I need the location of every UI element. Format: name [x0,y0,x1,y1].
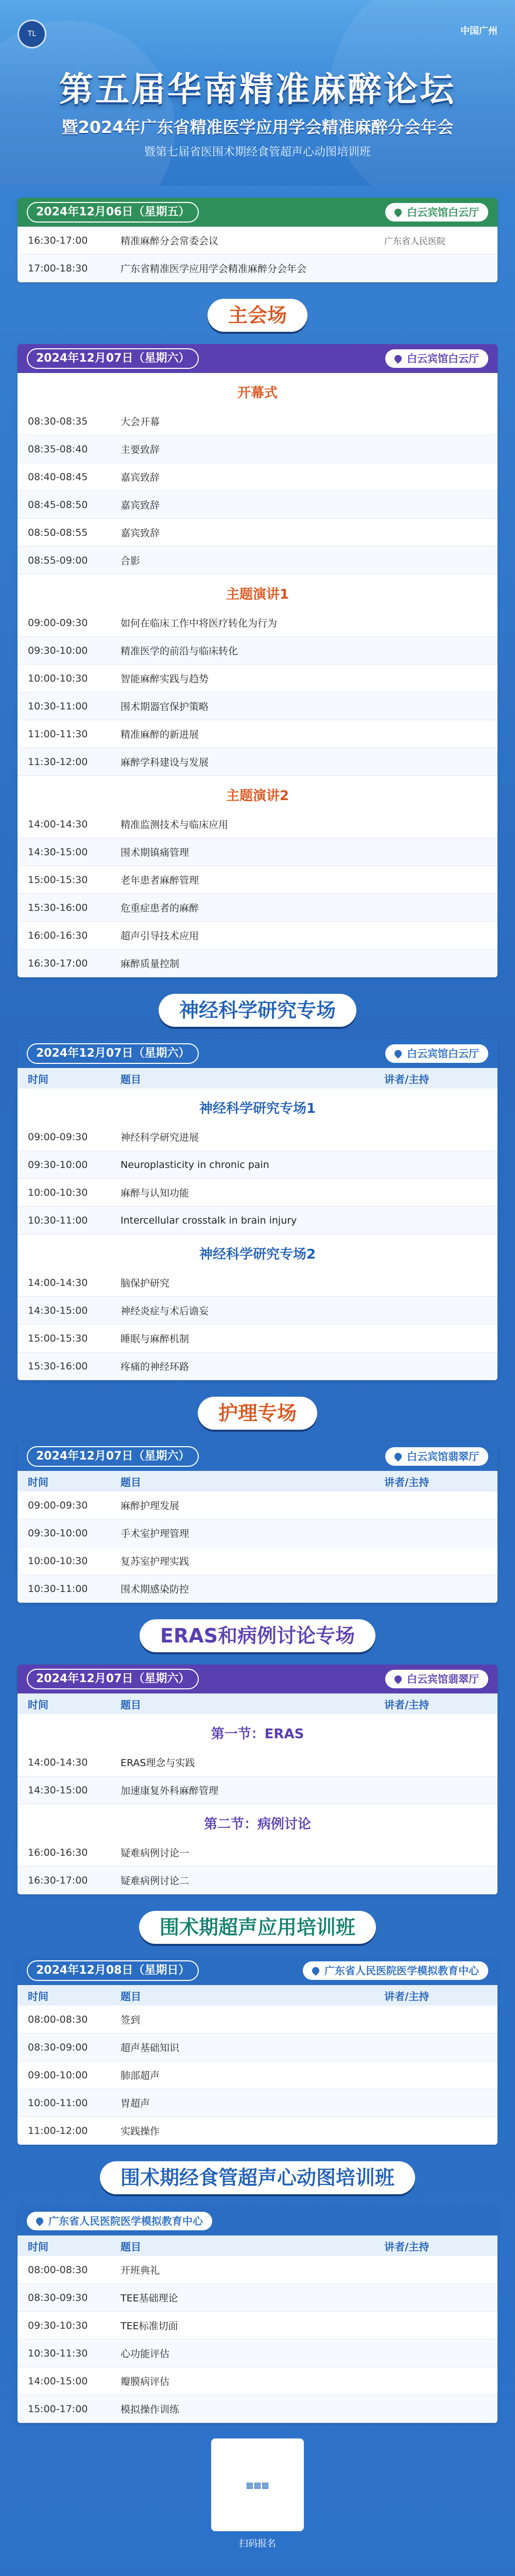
table-row [18,2312,497,2340]
cell-time: 08:30-09:30 [28,2292,88,2303]
logo-right: 中国广州 [460,26,497,37]
cell-time: 10:00-10:30 [28,672,88,684]
cell-time: 14:00-14:30 [28,818,88,830]
cell-time: 11:00-12:00 [28,2125,88,2137]
table-row [18,519,497,547]
cell-time: 16:30-17:00 [28,1874,88,1886]
cell-topic: 心功能评估 [121,2348,170,2360]
table-row [18,2089,497,2117]
cell-time: 10:00-10:30 [28,1555,88,1567]
table-row [18,720,497,748]
cell-time: 09:30-10:00 [28,1527,88,1539]
cell-time: 15:00-15:30 [28,1332,88,1344]
tee-bar [18,2207,497,2235]
cell-topic: 超声基础知识 [121,2042,180,2054]
table-row [18,2395,497,2423]
cell-time: 15:30-16:00 [28,902,88,913]
day1-location: 白云宾馆白云厅 [385,203,488,222]
location-pin-icon [393,1451,403,1462]
cell-time: 10:30-11:00 [28,700,88,712]
neuro-title: 神经科学研究专场 [18,991,497,1030]
nursing-colhead: 时间 题目 讲者/主持 [18,1471,497,1492]
day1-rows [18,227,497,282]
cell-topic: 实践操作 [121,2126,160,2137]
table-row [18,1325,497,1352]
cell-time: 16:00-16:30 [28,929,88,941]
logo-left: TL [18,20,46,48]
table-row [18,2340,497,2367]
cell-topic: 围术期感染防控 [121,1584,190,1595]
cell-topic: 合影 [121,555,141,567]
cell-topic: 手术室护理管理 [121,1528,190,1539]
table-row [18,1547,497,1575]
ultra-card [18,1956,497,2145]
eras-card [18,1665,497,1894]
nursing-bar [18,1442,497,1471]
cell-topic: 如何在临床工作中将医疗转化为行为 [121,618,278,629]
eras-title: ERAS和病例讨论专场 [18,1616,497,1655]
table-row [18,2006,497,2033]
cell-time: 09:30-10:00 [28,1159,88,1171]
cell-time: 14:30-15:00 [28,1304,88,1316]
cell-time: 14:00-14:30 [28,1277,88,1289]
cell-time: 10:00-10:30 [28,1187,88,1198]
nursing-title: 护理专场 [18,1394,497,1433]
cell-topic: 神经炎症与术后谵妄 [121,1306,209,1317]
tee-title: 围术期经食管超声心动图培训班 [18,2158,497,2197]
cell-time: 14:30-15:00 [28,1784,88,1796]
header-banner [0,0,515,185]
table-row [18,1269,497,1297]
neuro-bar [18,1039,497,1068]
table-row [18,547,497,574]
tee-colhead: 时间 题目 讲者/主持 [18,2235,497,2256]
table-row [18,1575,497,1603]
table-row [18,748,497,776]
theme2-title: 主题演讲2 [226,788,289,804]
cell-time: 16:00-16:30 [28,1846,88,1858]
main-title: 主会场 [18,296,497,335]
table-row [18,1297,497,1325]
neuro-card [18,1039,497,1380]
neuro-location: 白云宾馆白云厅 [385,1044,488,1063]
theme1-title: 主题演讲1 [226,587,289,602]
cell-time: 16:30-17:00 [28,234,88,246]
cell-time: 10:00-11:00 [28,2097,88,2109]
cell-topic: TEE标准切面 [121,2320,178,2332]
table-row [18,894,497,922]
cell-time: 17:00-18:30 [28,262,88,274]
cell-topic: 加速康复外科麻醉管理 [121,1785,219,1797]
cell-topic: 精准麻醉分会常委会议 [121,235,219,247]
table-row [18,2256,497,2284]
neuro2-rows [18,1269,497,1380]
eras1-rows [18,1749,497,1804]
table-row [18,2061,497,2089]
cell-time: 16:30-17:00 [28,957,88,969]
table-row [18,810,497,838]
cell-time: 11:30-12:00 [28,756,88,768]
cell-topic: 模拟操作训练 [121,2404,180,2415]
cell-topic: 危重症患者的麻醉 [121,903,199,914]
qr-block [191,2438,324,2550]
tee-rows [18,2256,497,2423]
cell-time: 15:00-15:30 [28,874,88,886]
cell-topic: 智能麻醉实践与趋势 [121,673,209,685]
main-card [18,344,497,977]
table-row [18,1867,497,1894]
table-row [18,692,497,720]
nursing-rows [18,1492,497,1603]
cell-topic: 嘉宾致辞 [121,500,160,511]
cell-time: 09:30-10:30 [28,2319,88,2331]
subtitle: 暨2024年广东省精准医学应用学会精准麻醉分会年会 [61,117,454,137]
cell-time: 10:30-11:00 [28,1583,88,1595]
cell-topic: 疼痛的神经环路 [121,1361,190,1372]
theme1-rows [18,609,497,776]
cell-time: 11:00-11:30 [28,728,88,740]
cell-time: 14:00-14:30 [28,1756,88,1768]
cell-time: 15:30-16:00 [28,1360,88,1372]
location-pin-icon [35,2216,45,2226]
cell-topic: 精准麻醉的新进展 [121,729,199,740]
opening-title: 开幕式 [237,385,278,401]
location-pin-icon [393,207,403,217]
neuro-colhead: 时间 题目 讲者/主持 [18,1068,497,1089]
eras-part1-title: 第一节：ERAS [211,1726,304,1742]
cell-time: 08:30-09:00 [28,2041,88,2053]
eras-colhead: 时间 题目 讲者/主持 [18,1693,497,1714]
ultra-location: 广东省人民医院医学模拟教育中心 [303,1961,488,1980]
table-row [18,838,497,866]
cell-topic: 复苏室护理实践 [121,1556,190,1567]
cell-chair: 广东省人民医院 [384,236,445,247]
table-row [18,2284,497,2312]
cell-topic: 主要致辞 [121,444,160,455]
table-row [18,1839,497,1867]
cell-topic: ERAS理念与实践 [121,1757,195,1769]
qr-code-icon[interactable]: ▦▦▦ [211,2438,304,2531]
cell-time: 09:00-09:30 [28,1499,88,1511]
table-row [18,1519,497,1547]
table-row [18,227,497,255]
cell-topic: 麻醉护理发展 [121,1500,180,1512]
main-date: 2024年12月07日（星期六） [27,348,199,369]
table-row [18,866,497,894]
table-row [18,1179,497,1207]
table-row [18,637,497,665]
location-pin-icon [311,1965,321,1976]
cell-time: 14:00-15:00 [28,2375,88,2387]
cell-topic: 签到 [121,2014,141,2026]
cell-topic: 神经科学研究进展 [121,1132,199,1143]
table-row [18,1749,497,1776]
cell-topic: Intercellular crosstalk in brain injury [121,1214,297,1226]
cell-topic: 胃超声 [121,2098,150,2109]
theme2-rows [18,810,497,977]
cell-topic: 精准监测技术与临床应用 [121,819,229,831]
cell-time: 09:00-09:30 [28,617,88,629]
cell-topic: 精准医学的前沿与临床转化 [121,646,238,657]
nursing-card [18,1442,497,1603]
ultra-title: 围术期超声应用培训班 [18,1908,497,1947]
cell-topic: 麻醉质量控制 [121,958,180,970]
ultra-date: 2024年12月08日（星期日） [27,1960,199,1981]
table-row [18,2117,497,2145]
cell-time: 09:30-10:00 [28,645,88,656]
day1-card [18,198,497,282]
cell-time: 14:30-15:00 [28,846,88,858]
neuro-date: 2024年12月07日（星期六） [27,1043,199,1064]
cell-topic: 广东省精准医学应用学会精准麻醉分会年会 [121,263,307,275]
cell-topic: 疑难病例讨论一 [121,1848,190,1859]
table-row [18,255,497,282]
cell-topic: 麻醉学科建设与发展 [121,757,209,768]
eras2-rows [18,1839,497,1894]
table-row [18,435,497,463]
cell-topic: 瓣膜病评估 [121,2376,170,2387]
table-row [18,408,497,435]
table-row [18,1776,497,1804]
cell-time: 09:00-09:30 [28,1131,88,1143]
cell-time: 08:00-08:30 [28,2264,88,2276]
neuro-part2-title: 神经科学研究专场2 [199,1247,316,1262]
eras-date: 2024年12月07日（星期六） [27,1669,199,1689]
cell-topic: 脑保护研究 [121,1278,170,1289]
location-pin-icon [393,353,403,364]
location-pin-icon [393,1048,403,1059]
cell-time: 08:30-08:35 [28,415,88,427]
table-row [18,950,497,977]
subtitle-2: 暨第七届省医围术期经食管超声心动图培训班 [144,146,371,159]
ultra-colhead: 时间 题目 讲者/主持 [18,1985,497,2006]
table-row [18,1207,497,1234]
cell-topic: TEE基础理论 [121,2293,178,2304]
cell-topic: Neuroplasticity in chronic pain [121,1159,269,1171]
cell-time: 09:00-10:00 [28,2069,88,2081]
day1-bar [18,198,497,227]
cell-time: 08:45-08:50 [28,499,88,511]
table-row [18,922,497,950]
table-row [18,1151,497,1179]
table-row [18,2367,497,2395]
cell-topic: 围术期镇痛管理 [121,847,190,858]
cell-topic: 肺部超声 [121,2070,160,2081]
eras-bar [18,1665,497,1693]
table-row [18,609,497,637]
nursing-date: 2024年12月07日（星期六） [27,1446,199,1467]
cell-time: 10:30-11:30 [28,2347,88,2359]
cell-time: 08:00-08:30 [28,2013,88,2025]
cell-topic: 开班典礼 [121,2265,160,2276]
table-row [18,463,497,491]
cell-time: 08:35-08:40 [28,443,88,455]
cell-topic: 睡眠与麻醉机制 [121,1333,190,1345]
eras-part2-title: 第二节：病例讨论 [203,1817,311,1832]
cell-time: 15:00-17:00 [28,2403,88,2415]
cell-topic: 围术期器官保护策略 [121,701,209,713]
cell-time: 10:30-11:00 [28,1214,88,1226]
nursing-location: 白云宾馆翡翠厅 [385,1447,488,1466]
table-row [18,2033,497,2061]
table-row [18,665,497,692]
cell-topic: 老年患者麻醉管理 [121,875,199,886]
main-bar [18,344,497,373]
table-row [18,1123,497,1151]
qr-caption: 扫码报名 [239,2538,276,2549]
eras-location: 白云宾馆翡翠厅 [385,1670,488,1688]
cell-time: 08:40-08:45 [28,471,88,483]
ultra-bar [18,1956,497,1985]
cell-topic: 超声引导技术应用 [121,930,199,942]
cell-topic: 嘉宾致辞 [121,528,160,539]
tee-card [18,2207,497,2423]
table-row [18,491,497,519]
page-title: 第五届华南精准麻醉论坛 [59,69,456,109]
main-location: 白云宾馆白云厅 [385,349,488,368]
opening-rows [18,408,497,574]
cell-topic: 嘉宾致辞 [121,472,160,483]
ultra-rows [18,2006,497,2145]
table-row [18,1492,497,1519]
table-row [18,1352,497,1380]
cell-time: 08:55-09:00 [28,554,88,566]
cell-topic: 麻醉与认知功能 [121,1188,190,1199]
location-pin-icon [393,1674,403,1684]
neuro-part1-title: 神经科学研究专场1 [199,1101,316,1116]
cell-topic: 大会开幕 [121,416,160,428]
cell-topic: 疑难病例讨论二 [121,1875,190,1887]
cell-time: 08:50-08:55 [28,527,88,538]
neuro1-rows [18,1123,497,1234]
tee-location: 广东省人民医院医学模拟教育中心 [27,2212,212,2230]
day1-date: 2024年12月06日（星期五） [27,202,199,223]
